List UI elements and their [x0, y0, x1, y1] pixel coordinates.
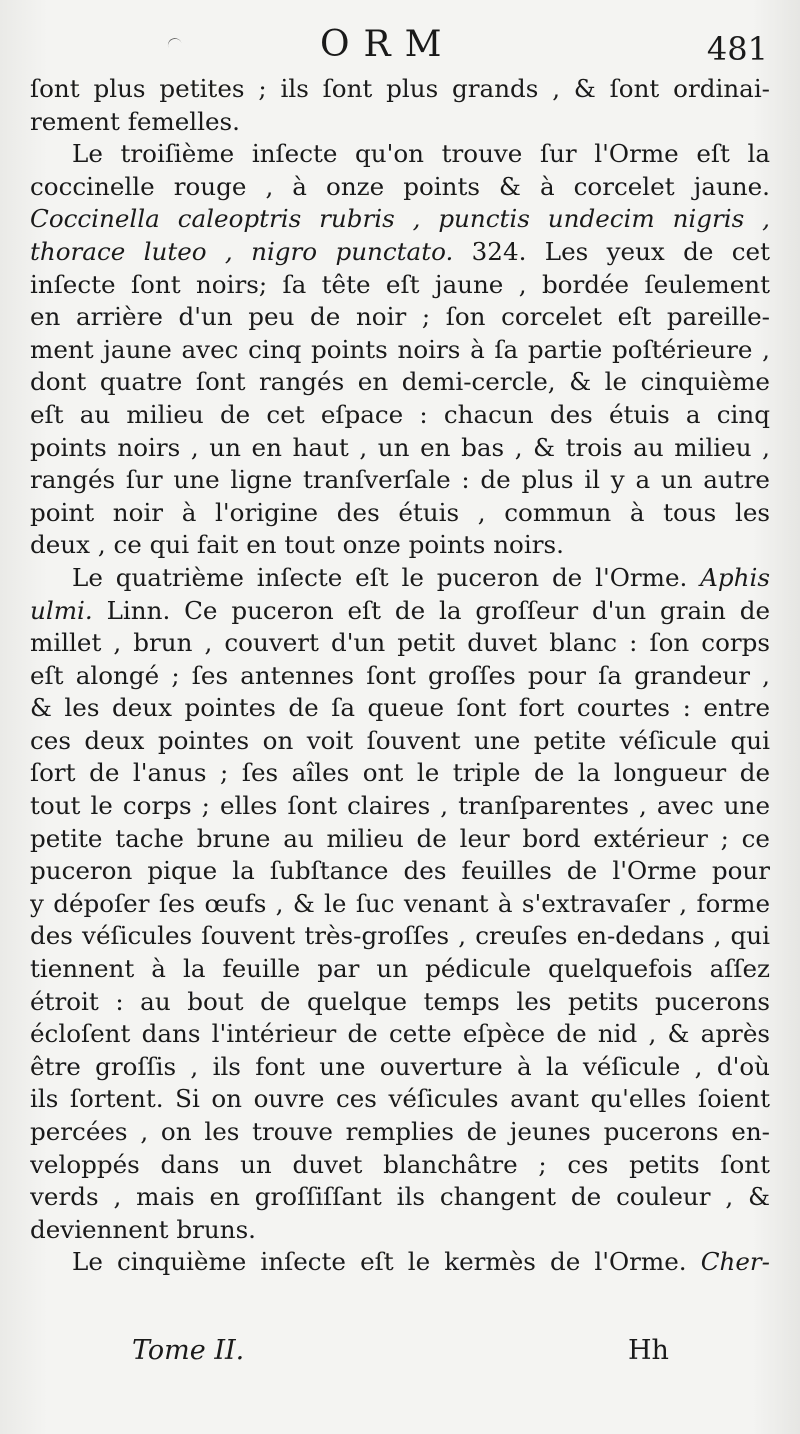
body-text: [30, 73, 770, 1279]
text-line: ils ſortent. Si on ouvre ces véſicules avant qu'elles ſoient: [30, 1084, 770, 1114]
signature-mark: Hh: [628, 1335, 669, 1366]
text-line: deux , ce qui fait en tout onze points noirs.: [30, 530, 564, 560]
text-line: point noir à l'origine des étuis , commun à tous les: [30, 497, 770, 527]
volume-label: Tome II.: [132, 1335, 245, 1366]
text-line: coccinelle rouge , à onze points & à corcelet jaune.: [30, 171, 770, 201]
text-line: Le cinquième inſecte eſt le kermès de l'Orme. Cher-: [72, 1247, 770, 1277]
running-head: ORM: [320, 24, 456, 65]
text-line: rement femelles.: [30, 106, 240, 136]
page-number: 481: [706, 30, 768, 68]
text-line: Le troiſième inſecte qu'on trouve ſur l'Orme eſt la: [72, 139, 770, 169]
text-line: verds , mais en groſſiſſant ils changent de couleur , &: [30, 1182, 770, 1212]
text-line: ces deux pointes on voit ſouvent une petite véſicule qui: [30, 725, 770, 755]
text-line: ſort de l'anus ; ſes aîles ont le triple de la longueur de: [30, 758, 770, 788]
text-line: ſont plus petites ; ils ſont plus grands , & ſont ordinai-: [30, 74, 770, 103]
text-line: Coccinella caleoptris rubris , punctis undecim nigris ,: [30, 204, 770, 234]
text-line: dont quatre ſont rangés en demi-cercle, & le cinquième: [30, 367, 770, 397]
text-line: veloppés dans un duvet blanchâtre ; ces petits ſont: [30, 1149, 770, 1179]
text-line: des véſicules ſouvent très-groſſes , creuſes en-dedans , qui: [30, 921, 770, 951]
text-line: points noirs , un en haut , un en bas , & trois au milieu ,: [30, 432, 770, 462]
page-header: [0, 22, 800, 72]
text-line: étroit : au bout de quelque temps les petits pucerons: [30, 986, 770, 1016]
text-line: être groſſis , ils font une ouverture à la véſicule , d'où: [30, 1051, 770, 1081]
text-line: millet , brun , couvert d'un petit duvet blanc : ſon corps: [30, 628, 770, 658]
text-line: Le quatrième inſecte eſt le puceron de l'Orme. Aphis: [72, 562, 770, 592]
text-line: tout le corps ; elles ſont claires , tranſparentes , avec une: [30, 791, 770, 821]
text-line: y dépoſer ſes œufs , & le ſuc venant à s'extravaſer , forme: [30, 888, 770, 918]
text-line: deviennent bruns.: [30, 1214, 257, 1244]
text-line: thorace luteo , nigro punctato. 324. Les yeux de cet: [30, 236, 770, 266]
page-footer: [0, 1335, 800, 1375]
ink-mark: [166, 36, 184, 55]
text-line: eſt alongé ; ſes antennes ſont groſſes pour ſa grandeur ,: [30, 660, 770, 690]
text-line: percées , on les trouve remplies de jeunes pucerons en-: [30, 1117, 770, 1146]
text-line: eſt au milieu de cet eſpace : chacun des étuis a cinq: [30, 399, 770, 429]
text-line: puceron pique la ſubſtance des feuilles de l'Orme pour: [30, 856, 770, 886]
text-line: ment jaune avec cinq points noirs à ſa partie poſtérieure ,: [30, 334, 770, 364]
text-line: rangés ſur une ligne tranſverſale : de plus il y a un autre: [30, 465, 770, 495]
text-line: petite tache brune au milieu de leur bord extérieur ; ce: [30, 823, 770, 853]
text-line: en arrière d'un peu de noir ; ſon corcelet eſt pareille-: [30, 302, 770, 332]
text-line: ulmi. Linn. Ce puceron eſt de la groſſeur d'un grain de: [30, 595, 770, 625]
text-line: & les deux pointes de ſa queue ſont fort courtes : entre: [30, 693, 770, 723]
text-line: écloſent dans l'intérieur de cette eſpèce de nid , & après: [30, 1019, 770, 1049]
text-line: inſecte ſont noirs; ſa tête eſt jaune , bordée ſeulement: [30, 269, 770, 299]
text-line: tiennent à la feuille par un pédicule quelquefois aſſez: [30, 954, 770, 984]
